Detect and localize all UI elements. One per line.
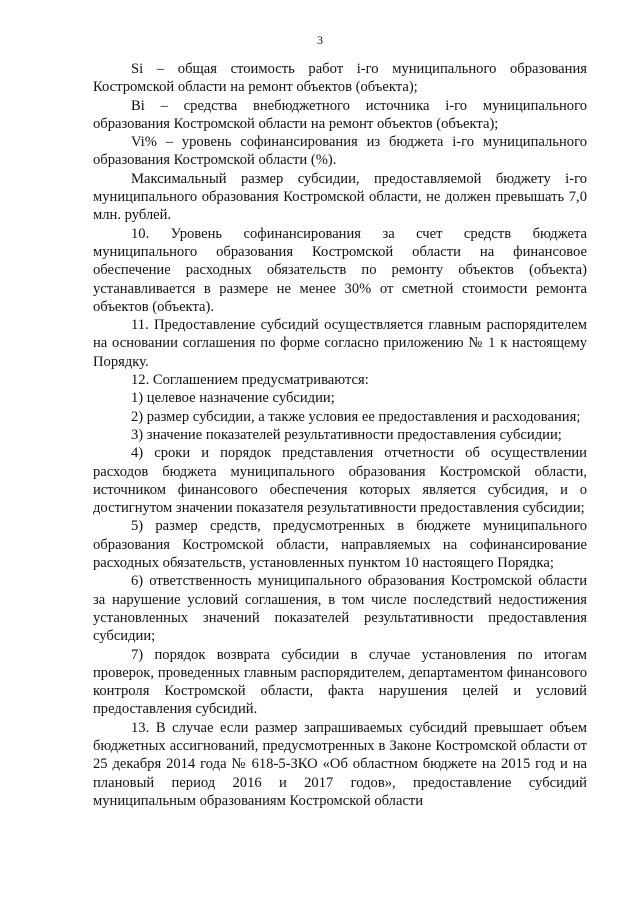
paragraph-item-13: 13. В случае если размер запрашиваемых субсидий превышает объем бюджетных ассигнований, предусмотренных в Законе Костромской области от 25 декабря 2014 года № 618-5-ЗКО «Об областном бюджете на 2015 год и на плановый период 2016 и 2017 годов», предоставление субсидий муниципальным образованиям Костромской области [93,719,587,809]
page-number: 3 [317,33,323,47]
paragraph-item-11: 11. Предоставление субсидий осуществляется главным распорядителем на основании соглашения по форме согласно приложению № 1 к настоящему Порядку. [93,317,587,370]
paragraph-vi-definition: Vi% – уровень софинансирования из бюджета i-го муниципального образования Костромской области (%). [93,134,587,169]
list-item-1: 1) целевое назначение субсидии; [131,390,335,407]
paragraph-max-subsidy: Максимальный размер субсидии, предоставляемой бюджету i-го муниципального образования Костромской области, не должен превышать 7,0 млн. рублей. [93,170,587,224]
paragraph-si-definition: Si – общая стоимость работ i-го муниципального образования Костромской области на ремонт объектов (объекта); [93,61,587,96]
list-item-2: 2) размер субсидии, а также условия ее предоставления и расходования; [131,408,581,425]
list-item-4: 4) сроки и порядок представления отчетности об осуществлении расходов бюджета муниципального образования Костромской области, источником финансового обеспечения которых является субсидия, и о достигнутом значении показателя результативности предоставления субсидии; [93,445,587,517]
paragraph-bi-definition: Bi – средства внебюджетного источника i-го муниципального образования Костромской области на ремонт объектов (объекта); [93,97,587,132]
paragraph-item-12: 12. Соглашением предусматриваются: [131,372,369,389]
list-item-7: 7) порядок возврата субсидии в случае установления по итогам проверок, проведенных главным распорядителем, департаментом финансового контроля Костромской области, факта нарушения целей и условий предоставления субсидий. [93,646,587,718]
document-body [93,60,587,810]
list-item-5: 5) размер средств, предусмотренных в бюджете муниципального образования Костромской области, направляемых на софинансирование расходных обязательств, установленных пунктом 10 настоящего Порядка; [93,518,587,572]
list-item-6: 6) ответственность муниципального образования Костромской области за нарушение условий соглашения, в том числе последствий недостижения установленных значений показателей результативности предоставления субсидии; [93,573,587,645]
paragraph-item-10: 10. Уровень софинансирования за счет средств бюджета муниципального образования Костромской области на финансовое обеспечение расходных обязательств по ремонту объектов (объекта) устанавливается в размере не менее 30% от сметной стоимости ремонта объектов (объекта). [93,225,587,315]
list-item-3: 3) значение показателей результативности предоставления субсидии; [131,426,562,443]
